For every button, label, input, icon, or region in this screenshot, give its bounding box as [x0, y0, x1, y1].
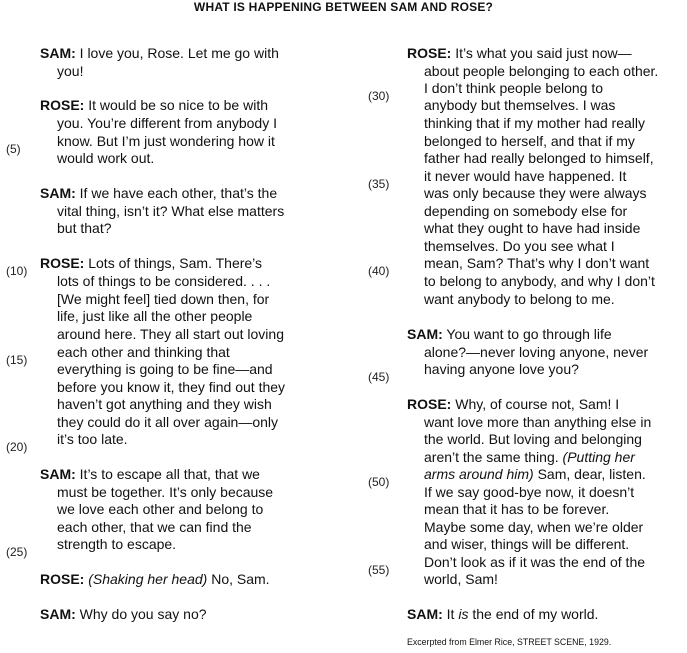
dialogue-text: It’s to escape all that, that we	[75, 466, 260, 482]
dialogue-line	[424, 273, 655, 290]
dialogue-line	[40, 185, 277, 202]
line-number: (30)	[368, 89, 390, 103]
dialogue-line	[57, 484, 273, 501]
dialogue-line	[424, 414, 651, 431]
dialogue-line	[424, 220, 640, 237]
speaker-name: ROSE:	[40, 97, 85, 113]
dialogue-line	[40, 45, 279, 62]
source-credit: Excerpted from Elmer Rice, STREET SCENE, 1929.	[407, 637, 612, 647]
stage-direction: (Shaking her head)	[88, 571, 208, 587]
dialogue-line	[57, 344, 230, 361]
dialogue-text: strength to escape.	[57, 536, 177, 552]
dialogue-line	[424, 115, 645, 132]
stage-direction: is	[458, 606, 469, 622]
dialogue-line	[57, 150, 154, 167]
dialogue-line	[407, 326, 612, 343]
dialogue-text: Sam, dear, listen.	[533, 466, 646, 482]
dialogue-line	[424, 536, 629, 553]
dialogue-text: alone?—never loving anyone, never	[424, 344, 649, 360]
dialogue-line	[57, 326, 284, 343]
dialogue-text: it’s too late.	[57, 431, 128, 447]
dialogue-text: [We might feel] tied down then, for	[57, 291, 270, 307]
dialogue-line	[424, 97, 615, 114]
dialogue-line	[40, 97, 268, 114]
dialogue-text: must be together. It’s only because	[57, 484, 274, 500]
dialogue-text: having anyone love you?	[424, 361, 579, 377]
line-number: (10)	[6, 264, 28, 278]
line-number: (25)	[6, 545, 28, 559]
dialogue-text: Why, of course not, Sam! I	[451, 396, 620, 412]
speaker-name: SAM:	[40, 606, 76, 622]
dialogue-line	[424, 466, 646, 483]
dialogue-text: you. You’re different from anybody I	[57, 115, 277, 131]
dialogue-text: life, just like all the other people	[57, 308, 253, 324]
dialogue-line	[57, 379, 285, 396]
dialogue-text: thinking that if my mother had really	[424, 115, 645, 131]
line-number: (50)	[368, 475, 390, 489]
dialogue-text: before you know it, they find out they	[57, 379, 286, 395]
dialogue-text: what they ought to have had inside	[424, 220, 641, 236]
dialogue-line	[424, 344, 648, 361]
speaker-name: ROSE:	[407, 45, 452, 61]
dialogue-line	[424, 185, 647, 202]
dialogue-text: It	[442, 606, 459, 622]
dialogue-text: It would be so nice to be with	[84, 97, 269, 113]
dialogue-text: anybody but themselves. I was	[424, 97, 616, 113]
dialogue-text: belonged to herself, and that if my	[424, 133, 635, 149]
dialogue-text: you!	[57, 63, 84, 79]
speaker-name: SAM:	[407, 606, 443, 622]
line-number: (55)	[368, 563, 390, 577]
dialogue-text: You want to go through life	[442, 326, 612, 342]
dialogue-line	[424, 150, 654, 167]
dialogue-text: around here. They all start out loving	[57, 326, 284, 342]
dialogue-line	[424, 238, 615, 255]
dialogue-line	[424, 554, 645, 571]
dialogue-line	[407, 396, 619, 413]
dialogue-line	[424, 361, 579, 378]
dialogue-text: the end of my world.	[468, 606, 599, 622]
line-number: (5)	[6, 142, 21, 156]
speaker-name: SAM:	[407, 326, 443, 342]
dialogue-text: I love you, Rose. Let me go with	[75, 45, 279, 61]
dialogue-text: Lots of things, Sam. There’s	[84, 255, 263, 271]
stage-direction: arms around him)	[424, 466, 534, 482]
dialogue-line	[57, 396, 272, 413]
line-number: (20)	[6, 440, 28, 454]
dialogue-text: to belong to anybody, and why I don’t	[424, 273, 655, 289]
dialogue-line	[57, 273, 270, 290]
dialogue-line	[424, 449, 635, 466]
line-number: (45)	[368, 370, 390, 384]
dialogue-line	[424, 484, 634, 501]
dialogue-text: each other and thinking that	[57, 344, 230, 360]
dialogue-text: aren’t the same thing.	[424, 449, 563, 465]
dialogue-line	[424, 80, 603, 97]
dialogue-line	[57, 133, 275, 150]
dialogue-text: mean that it has to be forever.	[424, 501, 610, 517]
dialogue-line	[57, 519, 252, 536]
dialogue-text: and wiser, things will be different.	[424, 536, 630, 552]
dialogue-text: world, Sam!	[424, 571, 498, 587]
dialogue-line	[57, 431, 128, 448]
speaker-name: ROSE:	[407, 396, 452, 412]
dialogue-text: No, Sam.	[207, 571, 270, 587]
dialogue-text: Maybe some day, when we’re older	[424, 519, 644, 535]
dialogue-text: know. But I’m just wondering how it	[57, 133, 275, 149]
dialogue-text: want anybody to belong to me.	[424, 291, 615, 307]
dialogue-line	[407, 45, 632, 62]
dialogue-line	[40, 606, 207, 623]
dialogue-line	[57, 220, 112, 237]
dialogue-line	[40, 466, 260, 483]
dialogue-line	[57, 536, 176, 553]
dialogue-text: mean, Sam? That’s why I don’t want	[424, 255, 650, 271]
dialogue-line	[424, 168, 626, 185]
dialogue-line	[424, 501, 609, 518]
dialogue-text: but that?	[57, 220, 112, 236]
dialogue-text: everything is going to be fine—and	[57, 361, 273, 377]
dialogue-text: If we say good-bye now, it doesn’t	[424, 484, 635, 500]
dialogue-line	[57, 414, 278, 431]
dialogue-text: it never would have happened. It	[424, 168, 627, 184]
dialogue-line	[40, 255, 262, 272]
line-number: (15)	[6, 353, 28, 367]
dialogue-line	[424, 255, 649, 272]
dialogue-text: the world. But loving and belonging	[424, 431, 642, 447]
line-number: (40)	[368, 264, 390, 278]
dialogue-line	[424, 291, 615, 308]
speaker-name: SAM:	[40, 466, 76, 482]
dialogue-text: father had really belonged to himself,	[424, 150, 654, 166]
dialogue-line	[57, 115, 277, 132]
dialogue-text: Don’t look as if it was the end of the	[424, 554, 646, 570]
dialogue-text: about people belonging to each other.	[424, 63, 659, 79]
dialogue-line	[424, 63, 658, 80]
dialogue-text: was only because they were always	[424, 185, 647, 201]
dialogue-text: Why do you say no?	[75, 606, 207, 622]
dialogue-text: themselves. Do you see what I	[424, 238, 615, 254]
dialogue-line	[57, 501, 263, 518]
dialogue-text: haven’t got anything and they wish	[57, 396, 272, 412]
dialogue-line	[57, 63, 83, 80]
dialogue-text: It’s what you said just now—	[451, 45, 632, 61]
dialogue-line	[407, 606, 598, 623]
speaker-name: ROSE:	[40, 571, 85, 587]
dialogue-line	[424, 431, 642, 448]
dialogue-line	[424, 519, 643, 536]
dialogue-line	[57, 291, 269, 308]
dialogue-line	[57, 203, 284, 220]
speaker-name: SAM:	[40, 45, 76, 61]
dialogue-line	[424, 133, 635, 150]
dialogue-text: each other, that we can find the	[57, 519, 252, 535]
dialogue-text: would work out.	[57, 150, 155, 166]
speaker-name: ROSE:	[40, 255, 85, 271]
dialogue-line	[57, 308, 252, 325]
dialogue-text: depending on somebody else for	[424, 203, 628, 219]
dialogue-text: they could do it all over again—only	[57, 414, 279, 430]
dialogue-text: we love each other and belong to	[57, 501, 264, 517]
dialogue-text: vital thing, isn’t it? What else matters	[57, 203, 285, 219]
dialogue-line	[424, 571, 498, 588]
dialogue-line	[57, 361, 273, 378]
speaker-name: SAM:	[40, 185, 76, 201]
stage-direction: (Putting her	[562, 449, 635, 465]
dialogue-line	[40, 571, 270, 588]
page-title: WHAT IS HAPPENING BETWEEN SAM AND ROSE?	[193, 0, 494, 14]
dialogue-text: If we have each other, that’s the	[75, 185, 278, 201]
dialogue-text: I don’t think people belong to	[424, 80, 604, 96]
dialogue-text: lots of things to be considered. . . .	[57, 273, 271, 289]
dialogue-line	[424, 203, 627, 220]
line-number: (35)	[368, 177, 390, 191]
dialogue-text: want love more than anything else in	[424, 414, 652, 430]
